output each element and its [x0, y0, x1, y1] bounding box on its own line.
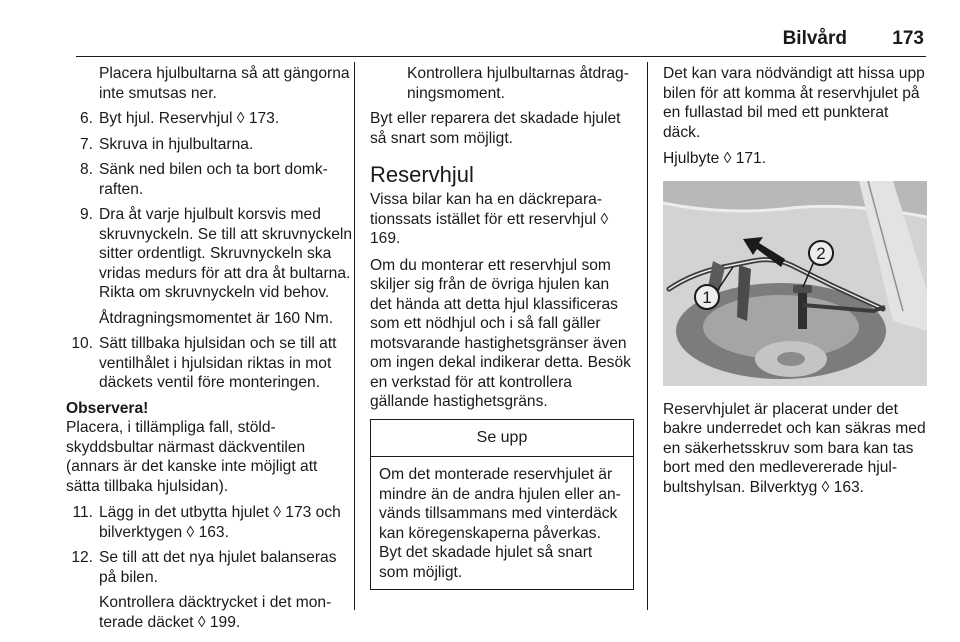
section-title: Bilvård [782, 28, 847, 49]
step-6 [62, 109, 354, 129]
repair-kit-paragraph: Vissa bilar kan ha en däckreparationssats istället för ett reservhjul ◊ 169. [370, 191, 609, 247]
step-8 [62, 160, 354, 199]
step-number: 6. [79, 110, 93, 127]
spare-wheel-figure [663, 181, 927, 386]
wheel-change-ref: Hjulbyte ◊ 171. [663, 150, 767, 167]
note-title: Observera! [66, 399, 149, 417]
column-divider-1 [354, 62, 355, 610]
step-number: 11. [72, 504, 93, 521]
repair-paragraph: Byt eller reparera det skadade hjulet så snart som möjligt. [370, 110, 621, 147]
column-left [62, 64, 354, 638]
caution-title: Se upp [371, 420, 633, 458]
step-12 [62, 548, 354, 587]
step-number: 8. [79, 161, 93, 178]
step-text: Sätt tillbaka hjulsidan och se till att ventilhålet i hjulsidan riktas in mot däckets ventil före monteringen. [99, 335, 337, 391]
step-text: Dra åt varje hjulbult korsvis med skruvnyckeln. Se till att skruvnyckeln sitter ordentligt. Skruvnyckeln ska vridas medurs för att dra åt bultarna. Rikta om skruvnyckeln vid behov. [99, 206, 353, 301]
note-text: Placera, i tillämpliga fall, stöldskyddsbultar närmast däckventilen (annars är det kanske inte möjligt att sätta tillbaka hjulsidan). [66, 419, 318, 495]
caution-box [370, 419, 634, 591]
screw-head [793, 285, 812, 293]
callout-label-2: 2 [816, 243, 826, 263]
caution-text: Om det monterade reservhjulet är mindre än de andra hjulen eller används tillsammans med vinterdäck kan köregenskaperna påverkas. Byt det skadade hjulet så snart som möjligt. [379, 466, 621, 581]
step-7 [62, 135, 354, 155]
emergency-wheel-paragraph: Om du monterar ett reservhjul som skiljer sig från de övriga hjulen kan det hända att detta hjul klassificeras som ett nödhjul och i så fall gäller motsvarande hastighetsgränser även om ingen dekal indikerar detta. Besök en verkstad för att kontrollera gällande hastighetsgräns. [370, 256, 631, 410]
note-block [62, 399, 354, 497]
step-text: Se till att det nya hjulet balanseras på bilen. [99, 549, 337, 586]
step-continuation: Kontrollera hjulbultarnas åtdragningsmoment. [407, 65, 629, 102]
torque-spec: Åtdragningsmomentet är 160 Nm. [99, 309, 334, 327]
tire-pressure-check: Kontrollera däcktrycket i det monterade däcket ◊ 199. [99, 594, 332, 631]
security-screw [798, 289, 807, 329]
step-number: 12. [71, 549, 93, 566]
step-number: 10. [71, 335, 93, 352]
page-header [0, 0, 960, 62]
step5-continuation: Placera hjulbultarna så att gängorna inte smutsas ner. [99, 65, 350, 102]
lift-paragraph: Det kan vara nödvändigt att hissa upp bilen för att komma åt reservhjulet på en fullastad bil med ett punkterat däck. [663, 65, 925, 141]
column-right [663, 64, 927, 504]
hub-center [777, 352, 805, 366]
callout-label-1: 1 [702, 287, 712, 307]
header-rule [76, 56, 926, 57]
step-text: Sänk ned bilen och ta bort domkraften. [99, 161, 328, 198]
step-text: Lägg in det utbytta hjulet ◊ 173 och bilverktygen ◊ 163. [99, 504, 341, 541]
step-text: Skruva in hjulbultarna. [99, 135, 254, 153]
step-9 [62, 205, 354, 303]
page-number: 173 [892, 28, 924, 49]
step-text: Byt hjul. Reservhjul ◊ 173. [99, 110, 280, 127]
underbody-illustration [663, 181, 927, 386]
step-10 [62, 334, 354, 393]
section-heading: Reservhjul [370, 162, 474, 187]
step-number: 7. [79, 135, 93, 153]
step-number: 9. [79, 206, 93, 223]
column-middle [370, 64, 634, 590]
step-11 [62, 503, 354, 542]
column-divider-2 [647, 62, 648, 610]
spare-wheel-location: Reservhjulet är placerat under det bakre underredet och kan säkras med en säkerhetsskruv som bara kan tas bort med den medlevererade hjulbultshylsan. Bilverktyg ◊ 163. [663, 400, 926, 496]
